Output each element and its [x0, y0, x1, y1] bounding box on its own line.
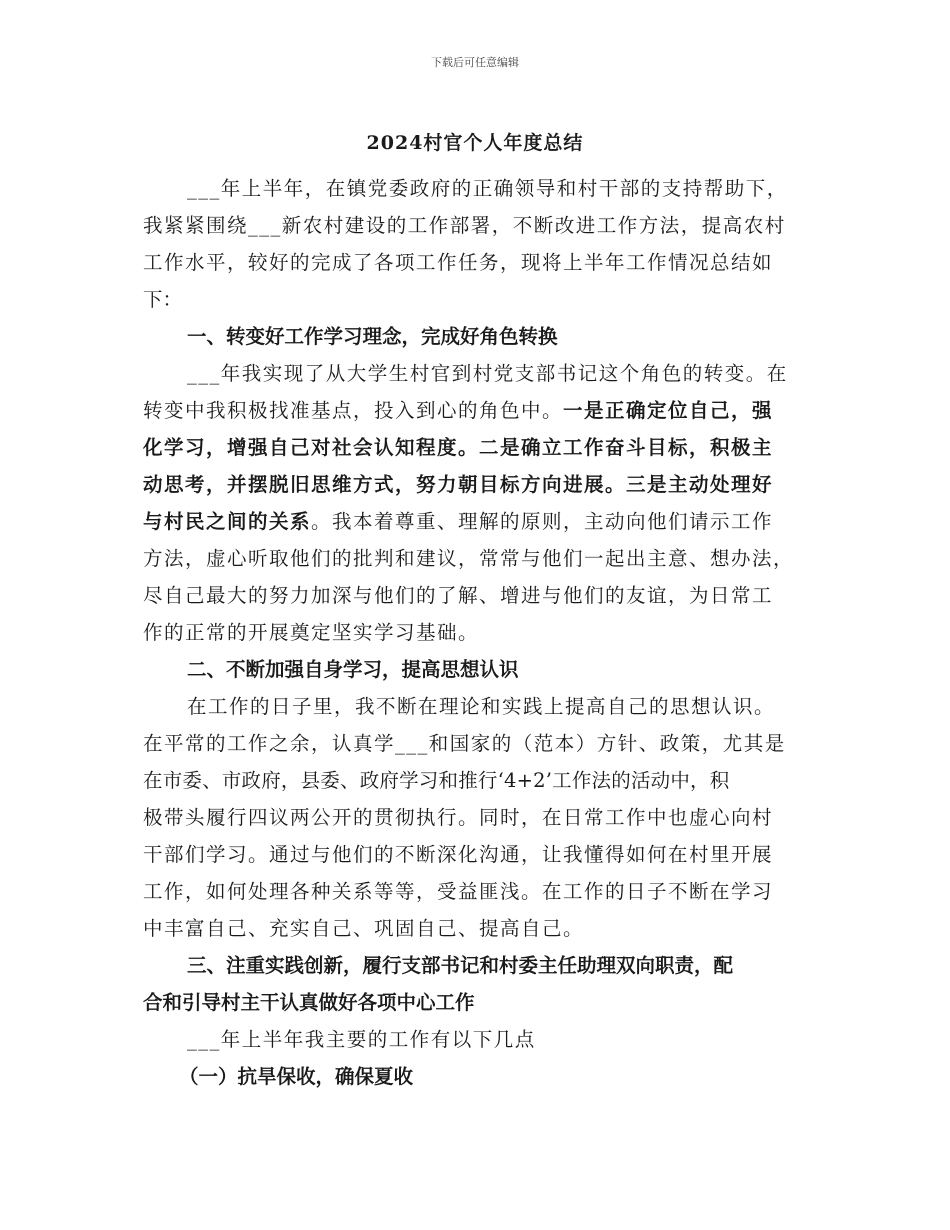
paragraph-line: 中丰富自己、充实自己、巩固自己、提高自己。: [143, 917, 585, 940]
page-title: 2024村官个人年度总结: [366, 132, 584, 154]
paragraph-line: ___年上半年，在镇党委政府的正确领导和村干部的支持帮助下，: [187, 177, 788, 200]
paragraph-line: 方法，虚心听取他们的批判和建议，常常与他们一起出主意、想办法，: [143, 547, 795, 570]
paragraph-line: [143, 392, 813, 429]
subsection-heading: （一）抗旱保收，确保夏收: [179, 1065, 414, 1088]
paragraph-line: 作的正常的开展奠定坚实学习基础。: [143, 621, 480, 644]
bold-text-run: 与村民之间的关系: [143, 510, 312, 533]
paragraph-line: 极带头履行四议两公开的贯彻执行。同时，在日常工作中也虚心向村: [143, 806, 774, 829]
paragraph-line: 我紧紧围绕___新农村建设的工作部署，不断改进工作方法，提高农村: [143, 214, 786, 237]
paragraph-line: 工作，如何处理各种关系等等，受益匪浅。在工作的日子不断在学习: [143, 880, 774, 903]
section-heading: 一、转变好工作学习理念，完成好角色转换: [187, 325, 558, 348]
header-note: 下载后可任意编辑: [431, 56, 519, 69]
bold-text-run: 一是正确定位自己，强: [563, 399, 774, 422]
paragraph-line: ___年上半年我主要的工作有以下几点: [187, 1028, 536, 1051]
paragraph-line: 化学习，增强自己对社会认知程度。二是确立工作奋斗目标，积极主: [143, 436, 774, 459]
section-heading: 二、不断加强自身学习，提高思想认识: [187, 658, 519, 681]
paragraph-line: 在平常的工作之余，认真学___和国家的（范本）方针、政策，尤其是: [143, 732, 786, 755]
paragraph-line: 动思考，并摆脱旧思维方式，努力朝目标方向进展。三是主动处理好: [143, 473, 774, 496]
paragraph-line: 下：: [143, 288, 183, 311]
section-heading: 三、注重实践创新，履行支部书记和村委主任助理双向职责，配: [187, 954, 734, 977]
paragraph-line: 在工作的日子里，我不断在理论和实践上提高自己的思想认识。: [187, 695, 776, 718]
paragraph-line: 在市委、市政府，县委、政府学习和推行‘4+2’工作法的活动中，积: [143, 769, 730, 792]
document-body: [143, 170, 813, 1095]
paragraph-line: 尽自己最大的努力加深与他们的了解、增进与他们的友谊，为日常工: [143, 584, 774, 607]
paragraph-line: 工作水平，较好的完成了各项工作任务，现将上半年工作情况总结如: [143, 251, 774, 274]
paragraph-line: [143, 503, 813, 540]
paragraph-line: ___年我实现了从大学生村官到村党支部书记这个角色的转变。在: [187, 362, 788, 385]
text-run: 转变中我积极找准基点，投入到心的角色中。: [143, 399, 564, 422]
paragraph-line: 干部们学习。通过与他们的不断深化沟通，让我懂得如何在村里开展: [143, 843, 774, 866]
section-heading-continued: 合和引导村主干认真做好各项中心工作: [143, 991, 475, 1014]
text-run: 。我本着尊重、理解的原则，主动向他们请示工作: [311, 510, 774, 533]
